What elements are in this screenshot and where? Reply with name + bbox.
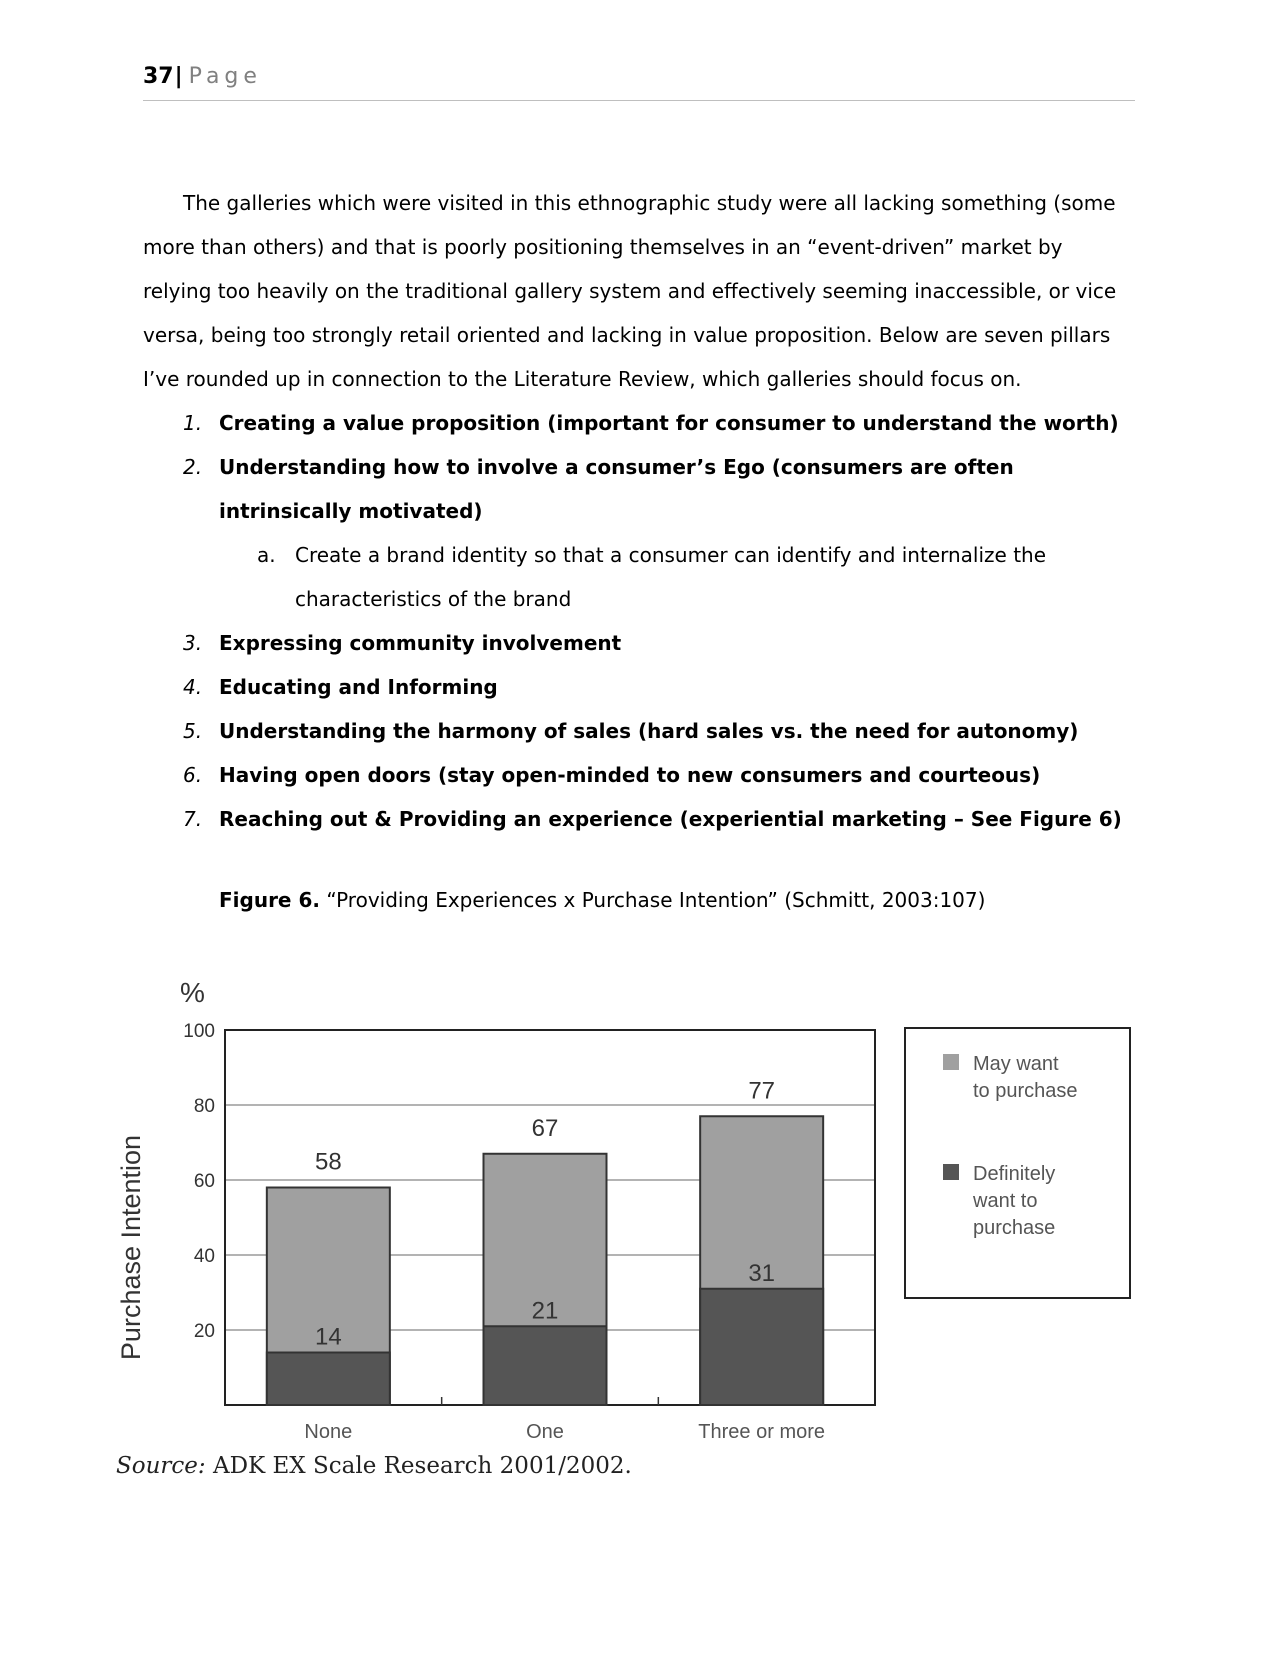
x-category-label: Three or more bbox=[698, 1421, 826, 1443]
figure-caption bbox=[219, 888, 985, 912]
list-item-text: Creating a value proposition (important for consumer to understand the worth) bbox=[219, 411, 1119, 435]
source-text: ADK EX Scale Research 2001/2002. bbox=[212, 1453, 632, 1479]
bar-definitely-want bbox=[484, 1326, 607, 1405]
y-tick-label: 60 bbox=[193, 1171, 215, 1192]
list-item-text: Expressing community involvement bbox=[219, 631, 622, 655]
definitely-value-label: 14 bbox=[314, 1323, 342, 1351]
total-value-label: 58 bbox=[314, 1148, 342, 1176]
purchase-intention-chart bbox=[110, 960, 1140, 1450]
y-tick-label: 20 bbox=[193, 1321, 215, 1342]
list-item-text: Understanding how to involve a consumer’s Ego (consumers are often intrinsically motivated) bbox=[219, 455, 1014, 523]
list-number: 1. bbox=[183, 411, 203, 435]
page-header bbox=[143, 64, 1135, 101]
definitely-value-label: 21 bbox=[531, 1297, 559, 1325]
list-item bbox=[143, 797, 1123, 841]
list-item-text: Educating and Informing bbox=[219, 675, 498, 699]
y-unit-label: % bbox=[180, 977, 205, 1008]
source-label: Source: bbox=[116, 1453, 206, 1479]
page-number: 37 bbox=[143, 64, 174, 89]
list-number: 4. bbox=[183, 675, 203, 699]
list-number: 6. bbox=[183, 763, 203, 787]
legend-label: Definitely bbox=[973, 1163, 1056, 1185]
legend-swatch bbox=[943, 1164, 959, 1180]
total-value-label: 67 bbox=[531, 1114, 559, 1142]
list-item bbox=[143, 665, 1123, 709]
list-number: 5. bbox=[183, 719, 203, 743]
x-category-label: One bbox=[526, 1421, 564, 1443]
definitely-value-label: 31 bbox=[748, 1259, 776, 1287]
list-item-text: Reaching out & Providing an experience (experiential marketing – See Figure 6) bbox=[219, 807, 1122, 831]
list-item-text: Understanding the harmony of sales (hard sales vs. the need for autonomy) bbox=[219, 719, 1079, 743]
pillars-list bbox=[143, 401, 1123, 841]
list-number: 2. bbox=[183, 455, 203, 479]
sublist bbox=[143, 533, 1123, 621]
list-item bbox=[143, 445, 1123, 533]
bar-definitely-want bbox=[700, 1289, 823, 1405]
list-item bbox=[143, 621, 1123, 665]
figure-source bbox=[116, 1453, 632, 1479]
legend-label: to purchase bbox=[973, 1080, 1078, 1102]
list-number: 7. bbox=[183, 807, 203, 831]
sublist-item bbox=[143, 533, 1123, 621]
list-number: 3. bbox=[183, 631, 203, 655]
sublist-letter: a. bbox=[257, 543, 276, 567]
list-item-text: Having open doors (stay open-minded to new consumers and courteous) bbox=[219, 763, 1041, 787]
y-axis-title: Purchase Intention bbox=[116, 1134, 146, 1361]
total-value-label: 77 bbox=[748, 1077, 776, 1105]
legend-swatch bbox=[943, 1054, 959, 1070]
legend-label: purchase bbox=[973, 1217, 1056, 1239]
bar-definitely-want bbox=[267, 1353, 390, 1406]
figure-label: Figure 6. bbox=[219, 888, 320, 912]
list-item bbox=[143, 401, 1123, 445]
legend-label: want to bbox=[973, 1190, 1038, 1212]
list-item bbox=[143, 709, 1123, 753]
y-tick-label: 40 bbox=[193, 1246, 215, 1267]
figure-caption-text: “Providing Experiences x Purchase Intention” (Schmitt, 2003:107) bbox=[326, 888, 986, 912]
legend-label: May want bbox=[973, 1053, 1059, 1075]
list-item bbox=[143, 753, 1123, 797]
y-tick-label: 100 bbox=[183, 1021, 215, 1042]
y-tick-label: 80 bbox=[193, 1096, 215, 1117]
x-category-label: None bbox=[304, 1421, 353, 1443]
page-word: Page bbox=[188, 64, 262, 89]
sublist-container bbox=[143, 533, 1123, 621]
intro-paragraph: The galleries which were visited in this ethnographic study were all lacking something (some more than others) and that is poorly positioning themselves in an “event-driven” market by relying too heavily on the traditional gallery system and effectively seeming inaccessible, or vice versa, being too strongly retail oriented and lacking in value proposition. Below are seven pillars I’ve rounded up in connection to the Literature Review, which galleries should focus on. bbox=[143, 191, 1117, 391]
header-separator: | bbox=[174, 64, 183, 89]
body-text bbox=[143, 181, 1123, 841]
sublist-item-text: Create a brand identity so that a consumer can identify and internalize the characteristics of the brand bbox=[295, 543, 1047, 611]
